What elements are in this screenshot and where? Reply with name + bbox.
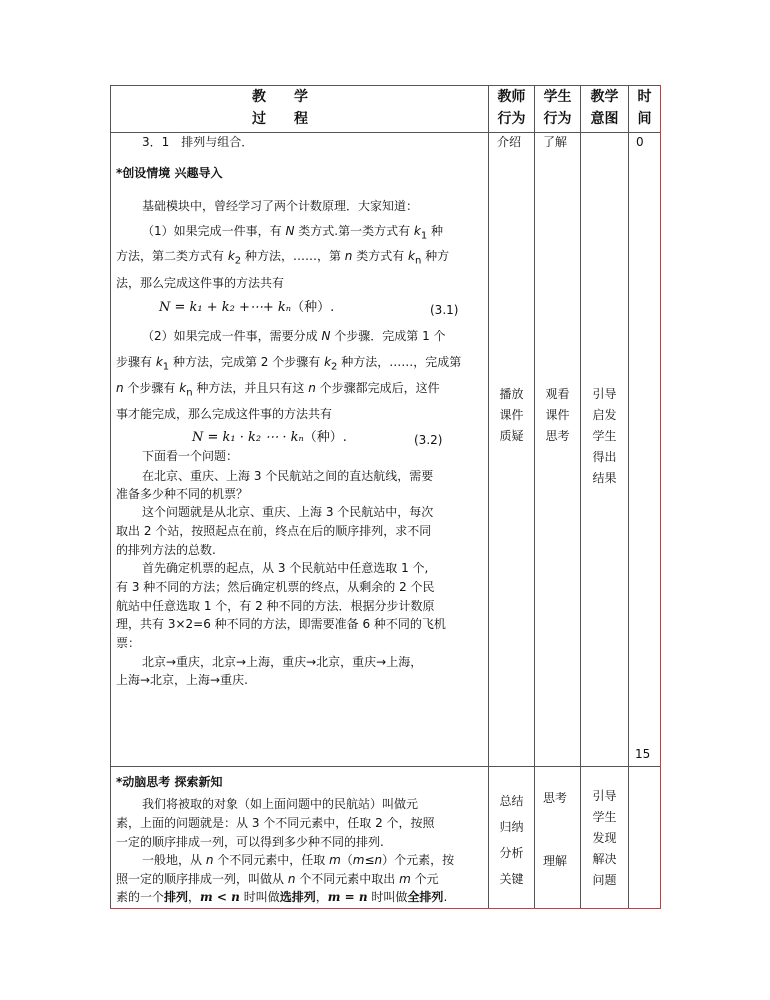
header-bottom-border <box>110 132 661 133</box>
answer1-line3: 的排列方法的总数. <box>116 543 216 557</box>
formula1-lhs: N <box>159 300 171 315</box>
row2-intent <box>581 786 628 891</box>
tickets-line1: 北京→重庆，北京→上海，重庆→北京，重庆→上海， <box>142 655 423 669</box>
col-divider-2 <box>534 85 535 908</box>
principle1-line1: （1）如果完成一件事，有 N 类方式.第一类方式有 $k_1$ 种 <box>142 224 444 242</box>
row2-intent-4: 解决 <box>592 852 617 866</box>
intent-mid-4: 得出 <box>592 450 617 464</box>
header-intent-line2: 意图 <box>590 111 619 127</box>
row2-student-2: 理解 <box>543 854 568 868</box>
question-intro: 下面看一个问题： <box>142 449 239 463</box>
teacher-actions-mid <box>489 384 534 447</box>
student-mid-3: 思考 <box>545 429 570 443</box>
principle2-line1: （2）如果完成一件事，需要分成 N 个步骤．完成第 1 个 <box>142 329 446 343</box>
teacher-mid-3: 质疑 <box>499 429 524 443</box>
question-line1: 在北京、重庆、上海 3 个民航站之间的直达航线，需要 <box>142 469 434 483</box>
row2-teacher-3: 分析 <box>499 846 524 860</box>
answer2-line5: 票： <box>116 636 141 650</box>
time-start: 0 <box>636 135 644 149</box>
row2-line1: 我们将被取的对象（如上面问题中的民航站）叫做元 <box>142 797 419 811</box>
header-intent <box>581 86 628 130</box>
teacher-intro: 介绍 <box>497 135 522 149</box>
row2-line2: 素，上面的问题就是：从 3 个不同元素中，任取 2 个，按照 <box>116 816 435 830</box>
student-mid-1: 观看 <box>545 387 570 401</box>
principle1-line2: 方法，第二类方式有 $k_2$ 种方法，……，第 n 类方式有 $k_n$ 种方 <box>116 249 450 267</box>
student-actions-mid <box>535 384 580 447</box>
intent-mid-5: 结果 <box>592 471 617 485</box>
formula-3-2-number: (3.2) <box>414 433 443 447</box>
tickets-line2: 上海→北京，上海→重庆. <box>116 673 248 687</box>
row2-teacher <box>489 788 534 892</box>
table-right-border <box>660 85 661 908</box>
header-teacher-line2: 行为 <box>497 111 526 127</box>
header-process-line1: 教 学 <box>252 89 308 105</box>
row2-intent-1: 引导 <box>592 789 617 803</box>
time-end: 15 <box>635 747 651 761</box>
principle1-line3: 法，那么完成这件事的方法共有 <box>116 276 285 290</box>
row2-student-1: 思考 <box>543 791 568 805</box>
student-mid-2: 课件 <box>545 408 570 422</box>
section-title: 3．1 排列与组合． <box>142 135 254 149</box>
row2-line3: 一定的顺序排成一列，可以得到多少种不同的排列. <box>116 835 384 849</box>
principle2-line2: 步骤有 $k_1$ 种方法，完成第 2 个步骤有 $k_2$ 种方法，……，完成第 <box>116 355 462 373</box>
answer2-line4: 理，共有 3×2=6 种不同的方法，即需要准备 6 种不同的飞机 <box>116 617 446 631</box>
row2-line5: 照一定的顺序排成一列，叫做从 n 个不同元素中取出 m 个元 <box>116 872 439 886</box>
header-student-line2: 行为 <box>543 111 572 127</box>
intent-mid-3: 学生 <box>592 429 617 443</box>
intent-mid-1: 引导 <box>592 387 617 401</box>
question-line2: 准备多少种不同的机票？ <box>116 487 249 501</box>
row2-intent-3: 发现 <box>592 831 617 845</box>
formula2-rhs: k₁ · k₂ ⋯ · kₙ <box>222 430 304 445</box>
row2-teacher-4: 关键 <box>499 872 524 886</box>
intro-paragraph: 基础模块中，曾经学习了两个计数原理．大家知道： <box>142 199 419 213</box>
row-divider <box>110 766 661 767</box>
formula-3-1: N = k₁ + k₂ +⋯+ kₙ（种）. <box>159 300 335 315</box>
row2-line6: 素的一个排列，m < n 时叫做选排列，m = n 时叫做全排列. <box>116 890 448 904</box>
row2-intent-5: 问题 <box>592 873 617 887</box>
header-student <box>535 86 580 130</box>
intent-mid <box>581 384 628 489</box>
answer1-line2: 取出 2 个站，按照起点在前，终点在后的顺序排列，求不同 <box>116 524 432 538</box>
row2-line4: 一般地，从 n 个不同元素中，任取 m（m≤n）个元素，按 <box>142 853 455 867</box>
principle2-line3: n 个步骤有 $k_n$ 种方法，并且只有这 n 个步骤都完成后，这件 <box>116 381 440 399</box>
formula-3-1-number: (3.1) <box>430 303 459 317</box>
answer1-line1: 这个问题就是从北京、重庆、上海 3 个民航站中，每次 <box>142 505 434 519</box>
col-divider-4 <box>628 85 629 908</box>
intent-mid-2: 启发 <box>592 408 617 422</box>
principle2-line4: 事才能完成，那么完成这件事的方法共有 <box>116 407 333 421</box>
header-student-line1: 学生 <box>543 89 572 105</box>
heading-explore: *动脑思考 探索新知 <box>116 775 223 789</box>
row2-teacher-2: 归纳 <box>499 820 524 834</box>
term-selective-permutation: 选排列 <box>279 890 316 904</box>
col-divider-1 <box>488 85 489 908</box>
header-process-line2: 过 程 <box>252 111 308 127</box>
col-divider-3 <box>580 85 581 908</box>
heading-create-scenario: *创设情境 兴趣导入 <box>116 166 223 180</box>
header-teacher <box>489 86 534 130</box>
row2-teacher-1: 总结 <box>499 794 524 808</box>
table-left-border <box>110 85 111 908</box>
header-teacher-line1: 教师 <box>497 89 526 105</box>
formula1-rhs: k₁ + k₂ +⋯+ kₙ <box>189 300 292 315</box>
row2-intent-2: 学生 <box>592 810 617 824</box>
table-bottom-border <box>110 908 661 909</box>
term-permutation: 排列 <box>164 890 189 904</box>
formula-3-2: N = k₁ · k₂ ⋯ · kₙ（种）. <box>192 430 347 445</box>
teacher-mid-2: 课件 <box>499 408 524 422</box>
header-intent-line1: 教学 <box>590 89 619 105</box>
header-time-line2: 间 <box>637 111 652 127</box>
answer2-line3: 航站中任意选取 1 个，有 2 种不同的方法．根据分步计数原 <box>116 599 435 613</box>
student-understand: 了解 <box>543 135 568 149</box>
header-time-line1: 时 <box>637 89 652 105</box>
answer2-line1: 首先确定机票的起点，从 3 个民航站中任意选取 1 个, <box>142 561 429 575</box>
term-full-permutation: 全排列 <box>407 890 444 904</box>
teacher-mid-1: 播放 <box>499 387 524 401</box>
header-time <box>629 86 660 130</box>
formula2-lhs: N <box>192 430 204 445</box>
answer2-line2: 有 3 种不同的方法；然后确定机票的终点，从剩余的 2 个民 <box>116 580 435 594</box>
